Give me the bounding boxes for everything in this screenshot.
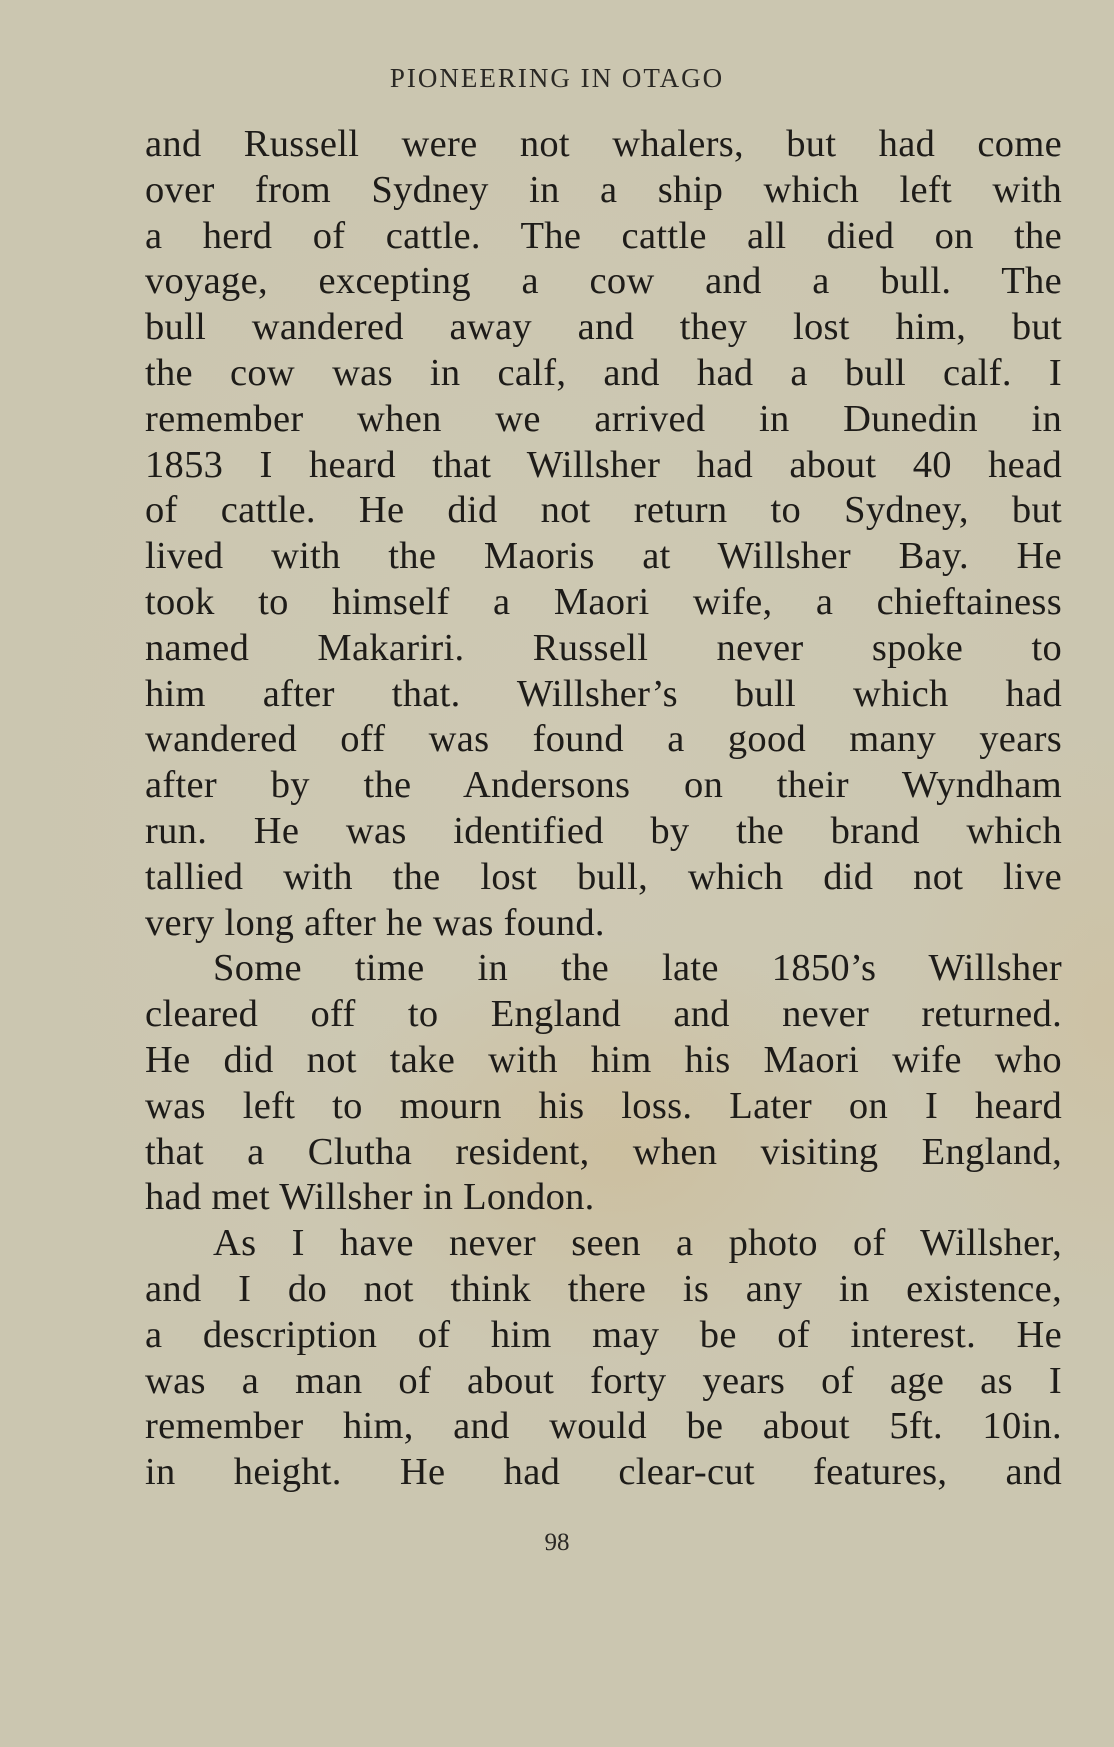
- text-line: lived with the Maoris at Willsher Bay. He: [145, 535, 1062, 578]
- text-line: wandered off was found a good many years: [145, 718, 1062, 761]
- text-line: named Makariri. Russell never spoke to: [145, 626, 1062, 669]
- text-line: that a Clutha resident, when visiting England,: [145, 1130, 1062, 1173]
- text-line: Some time in the late 1850’s Willsher: [213, 947, 1062, 990]
- running-head: PIONEERING IN OTAGO: [389, 63, 725, 93]
- text-line: over from Sydney in a ship which left with: [145, 168, 1062, 211]
- text-line: As I have never seen a photo of Willsher,: [213, 1222, 1062, 1265]
- text-line: voyage, excepting a cow and a bull. The: [145, 260, 1062, 303]
- text-line: remember when we arrived in Dunedin in: [145, 397, 1062, 440]
- body-text: [145, 122, 1062, 1496]
- text-line: a description of him may be of interest. He: [145, 1313, 1062, 1356]
- text-line: remember him, and would be about 5ft. 10in.: [145, 1405, 1062, 1448]
- text-line: was a man of about forty years of age as I: [145, 1359, 1062, 1402]
- text-line: He did not take with him his Maori wife who: [145, 1038, 1062, 1081]
- text-line: run. He was identified by the brand which: [145, 809, 1062, 852]
- text-line: and Russell were not whalers, but had come: [145, 123, 1062, 165]
- text-line: was left to mourn his loss. Later on I heard: [145, 1084, 1062, 1127]
- text-line: him after that. Willsher’s bull which had: [145, 672, 1062, 715]
- text-line: of cattle. He did not return to Sydney, but: [145, 489, 1062, 532]
- text-line: had met Willsher in London.: [145, 1176, 595, 1219]
- text-line: 1853 I heard that Willsher had about 40 head: [145, 443, 1062, 486]
- text-line: took to himself a Maori wife, a chieftainess: [145, 580, 1062, 623]
- text-line: and I do not think there is any in existence,: [145, 1267, 1062, 1310]
- text-line: very long after he was found.: [145, 901, 605, 944]
- text-line: bull wandered away and they lost him, but: [145, 306, 1062, 349]
- text-line: in height. He had clear-cut features, and: [145, 1451, 1062, 1494]
- text-line: cleared off to England and never returned.: [145, 993, 1062, 1036]
- text-line: the cow was in calf, and had a bull calf. I: [145, 351, 1062, 394]
- page-number: 98: [544, 1529, 570, 1556]
- text-line: a herd of cattle. The cattle all died on the: [145, 214, 1062, 257]
- text-line: after by the Andersons on their Wyndham: [145, 764, 1062, 807]
- text-line: tallied with the lost bull, which did not live: [145, 855, 1062, 898]
